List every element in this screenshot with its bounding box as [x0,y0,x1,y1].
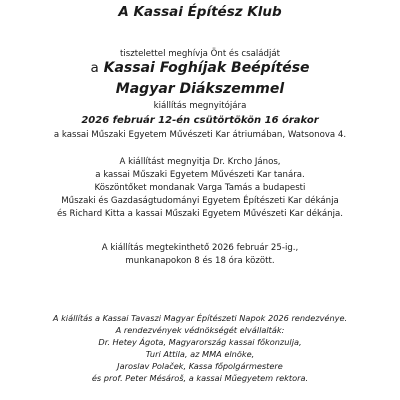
opening-line: A kiállítást megnyitja Dr. Krcho János, [119,157,281,167]
footer-line: Dr. Hetey Ágota, Magyarország kassai főkonzulja, [98,337,302,347]
exhibition-title-line-1 [0,61,400,76]
footer-line: és prof. Peter Mésároš, a kassai Műegyetem rektora. [91,373,309,383]
footer-line: A rendezvények védnökségét elvállalták: [115,325,285,335]
event-kind: kiállítás megnyitójára [153,101,247,111]
club-title: A Kassai Építész Klub [118,4,282,20]
exhibition-title-line-2: Magyar Diákszemmel [115,81,285,97]
footer-line: Jaroslav Polaček, Kassa főpolgármestere [117,361,283,371]
event-date: 2026 február 12-én csütörtökön 16 órakor [81,115,319,126]
invite-line: tisztelettel meghívja Önt és családját [119,49,281,59]
exhibition-title-prefix: a [90,60,99,76]
exhibition-title-main: Kassai Foghíjak Beépítése [103,60,310,76]
visiting-line: A kiállítás megtekinthető 2026 február 25-ig., [101,243,299,253]
footer-line: Turi Attila, az MMA elnöke, [145,349,255,359]
visiting-line: munkanapokon 8 és 18 óra között. [125,256,275,266]
opening-line: a kassai Műszaki Egyetem Művészeti Kar tanára. [95,170,305,180]
opening-line: és Richard Kitta a kassai Műszaki Egyetem Művészeti Kar dékánja. [57,209,343,219]
opening-line: Köszöntőket mondanak Varga Tamás a budapesti [94,183,306,193]
footer-line: A kiállítás a Kassai Tavaszi Magyar Építészeti Napok 2026 rendezvénye. [52,313,348,323]
event-venue: a kassai Műszaki Egyetem Művészeti Kar átriumában, Watsonova 4. [53,130,347,140]
opening-line: Műszaki és Gazdaságtudományi Egyetem Építészeti Kar dékánja [61,196,339,206]
